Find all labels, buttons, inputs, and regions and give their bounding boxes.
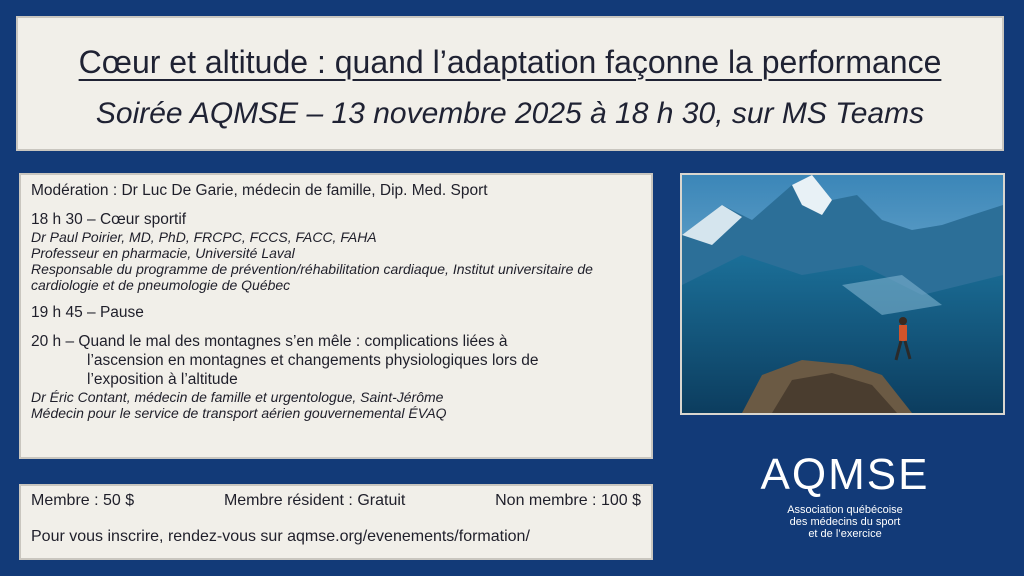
session2-title-line2: l’ascension en montagnes et changements physiologiques lors de bbox=[87, 352, 539, 369]
session2-title-part1: – Quand le mal des montagnes s’en mêle : complications liées à bbox=[65, 333, 508, 350]
logo-tagline bbox=[745, 504, 945, 540]
pricing-panel bbox=[19, 484, 653, 560]
registration-info: Pour vous inscrire, rendez-vous sur aqmse.org/evenements/formation/ bbox=[31, 528, 530, 545]
aqmse-logo bbox=[745, 450, 945, 540]
session1-role1: Professeur en pharmacie, Université Laval bbox=[31, 245, 295, 261]
non-member-price: Non membre : 100 $ bbox=[495, 492, 641, 509]
logo-line2: des médecins du sport bbox=[789, 516, 901, 528]
member-price: Membre : 50 $ bbox=[31, 492, 135, 509]
resident-price: Membre résident : Gratuit bbox=[223, 492, 406, 509]
mountain-hiker-image bbox=[680, 173, 1005, 415]
program-panel bbox=[19, 173, 653, 459]
event-subtitle: Soirée AQMSE – 13 novembre 2025 à 18 h 30, sur MS Teams bbox=[95, 97, 925, 130]
session2-title-line1 bbox=[31, 332, 641, 351]
pause-line: 19 h 45 – Pause bbox=[31, 304, 144, 321]
mountain-illustration bbox=[682, 175, 1003, 413]
session2-title-line3: l’exposition à l’altitude bbox=[87, 371, 238, 388]
moderation-line: Modération : Dr Luc De Garie, médecin de famille, Dip. Med. Sport bbox=[31, 182, 488, 199]
logo-line3: et de l’exercice bbox=[808, 528, 882, 540]
session1-role2: Responsable du programme de prévention/réhabilitation cardiaque, Institut universitaire de cardiologie et de pneumologie de Québec bbox=[31, 261, 593, 293]
title-banner bbox=[16, 16, 1004, 151]
session1-title: 18 h 30 – Cœur sportif bbox=[31, 211, 187, 228]
session1-speaker: Dr Paul Poirier, MD, PhD, FRCPC, FCCS, FACC, FAHA bbox=[31, 229, 377, 245]
logo-line1: Association québécoise bbox=[787, 504, 903, 516]
session2-speaker: Dr Éric Contant, médecin de famille et urgentologue, Saint-Jérôme bbox=[31, 389, 444, 405]
session2-role: Médecin pour le service de transport aérien gouvernemental ÉVAQ bbox=[31, 405, 447, 421]
session2-time: 20 h bbox=[31, 333, 62, 350]
price-row bbox=[31, 492, 641, 510]
logo-wordmark: AQMSE bbox=[760, 450, 930, 499]
event-title: Cœur et altitude : quand l’adaptation façonne la performance bbox=[78, 44, 942, 80]
